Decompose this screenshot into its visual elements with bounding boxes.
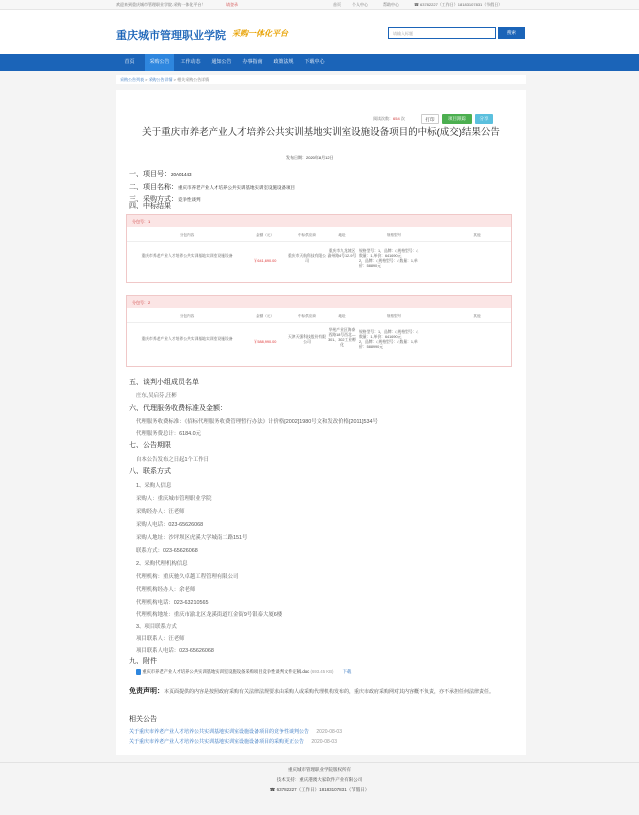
read-count: 阅读次数：654 次 (373, 116, 405, 121)
section-fee-title: 六、代理服务收费标准及金额： (129, 405, 227, 412)
contact-line: 采购经办人：汪老师 (136, 509, 185, 515)
nav-guide[interactable]: 办事指南 (242, 59, 263, 65)
contact-line: 采购人：重庆城市管理职业学院 (136, 496, 212, 502)
table-cell: 规格型号：1，品牌：/,规格型号：/,数量：1,单价：641690元 2，品牌：/,规格型号：/,数量：1,单价：58890元 (359, 249, 419, 268)
help-center-link[interactable]: 帮助中心 (383, 2, 399, 7)
package-label: 分包号：2 (127, 296, 511, 308)
print-button[interactable]: 打印 (421, 114, 439, 124)
fee-total: 代理服务费总计：6184.0元 (136, 431, 202, 437)
footer-copyright: 重庆城市管理职业学院版权所有 (288, 767, 351, 772)
section-project-no: 一、项目号：20A01443 (129, 171, 192, 178)
table-header: 规格型号 (386, 314, 402, 318)
contact-line: 采购人地址：沙坪坝区虎溪大学城南二路151号 (136, 535, 248, 541)
contact-line: 联系方式：023-65626068 (136, 548, 198, 554)
search-button[interactable]: 搜索 (498, 27, 525, 39)
phone-icon: ☎ (414, 2, 419, 7)
table-header: 其他 (473, 314, 481, 318)
contact-line: 代理机构经办人：余老师 (136, 587, 196, 593)
nav-work-news[interactable]: 工作动态 (180, 59, 201, 65)
fee-standard: 代理服务收费标准：《招标代理服务收费管理暂行办法》计价格[2002]1980号文和发改价格[2011]534号 (136, 419, 378, 425)
package-table (126, 295, 512, 367)
nav-policies[interactable]: 政策法规 (273, 59, 294, 65)
table-header: 中标供应商 (298, 314, 316, 318)
section-attachment-title: 九、附件 (129, 658, 157, 665)
project-tracking-button[interactable]: 项目跟踪 (442, 114, 472, 124)
section-result-title: 四、中标结果 (129, 203, 171, 210)
login-link[interactable]: 请登录 (226, 2, 238, 7)
package-label: 分包号：1 (127, 215, 511, 227)
related-date: 2020-08-03 (316, 729, 342, 735)
table-cell: 天津天强科技股份有限公司 (288, 335, 326, 344)
breadcrumb-current: 相关采购公告详情 (177, 77, 210, 82)
nav-notices[interactable]: 通知公告 (211, 59, 232, 65)
related-date: 2020-08-03 (311, 739, 337, 745)
disclaimer-label: 免责声明： (129, 688, 164, 695)
table-header: 规格型号 (386, 233, 402, 237)
notice-period: 自本公告发布之日起1个工作日 (136, 457, 210, 463)
platform-logo-text: 采购一体化平台 (232, 29, 288, 38)
contact-line: 项目联系人电话：023-65626068 (136, 648, 214, 654)
share-button[interactable]: 分享 (475, 114, 493, 124)
table-cell: 华苑产业区海泰西路18号西北—301、302工业孵化 (328, 328, 356, 347)
document-icon (136, 669, 141, 675)
package-table (126, 214, 512, 283)
nav-procurement-notices[interactable]: 采购公告 (145, 54, 174, 71)
table-cell: 重庆市养老产业人才培养公共实训基地实训室设施设备 (141, 337, 233, 341)
related-item (129, 738, 337, 745)
contact-line: 代理机构电话：023-63210565 (136, 600, 209, 606)
section-period-title: 七、公告期限 (129, 442, 171, 449)
top-bar (0, 0, 639, 10)
phone-icon: ☎ (269, 787, 277, 792)
school-logo-text[interactable]: 重庆城市管理职业学院 (116, 30, 226, 42)
personal-center-link[interactable]: 个人中心 (352, 2, 368, 7)
table-cell: 重庆市养老产业人才培养公共实训基地实训室设施设备 (141, 254, 233, 258)
table-cell: 重庆市天航科技有限公司 (288, 254, 326, 263)
contact-line: 项目联系人：汪老师 (136, 636, 185, 642)
attachment-size: (693.45 KB) (310, 669, 334, 675)
table-header: 地址 (338, 233, 346, 237)
table-header: 其他 (473, 233, 481, 237)
section-negotiation-title: 五、谈判小组成员名单 (129, 379, 199, 386)
breadcrumb-item[interactable]: 采购公告列表 (120, 77, 144, 82)
section-procurement-method: 三、采购方式：竞争性谈判 (129, 196, 201, 203)
contact-line: 1、采购人信息 (136, 483, 172, 489)
footer-phone: ☎ 63782227（工作日）18183107831（节假日） (269, 787, 370, 792)
contact-line: 2、采购代理机构信息 (136, 561, 188, 567)
table-cell: 重庆市九龙坡区渝州路4号12-9号 (327, 249, 357, 258)
negotiation-members: 庄东,吴启芬,汪彬 (136, 393, 177, 399)
footer (0, 762, 639, 815)
table-cell-amount: ￥588,990.00 (253, 340, 277, 344)
nav-home[interactable]: 首页 (124, 59, 135, 65)
disclaimer-text: 本页面提供的内容是按照政府采购有关法律法规要求由采购人或采购代理机构发布的，重庆市政府采购网对其内容概不负责，亦不承担任何法律责任。 (164, 689, 495, 695)
related-link[interactable]: 关于重庆市养老产业人才培养公共实训基地实训室设施设备项目的采购更正公告 (129, 739, 305, 745)
contact-line: 代理机构：重庆驰久卓越工程管理有限公司 (136, 574, 239, 580)
nav-downloads[interactable]: 下载中心 (304, 59, 325, 65)
welcome-text: 欢迎来到重庆城市管理职业学院-采购一体化平台！ (116, 2, 206, 7)
attachment-row (136, 669, 351, 675)
table-cell-amount: ￥641,690.00 (253, 259, 277, 263)
related-title: 相关公告 (129, 716, 157, 723)
section-project-name: 二、项目名称：重庆市养老产业人才培养公共实训基地实训室设施设备项目 (129, 184, 295, 191)
attachment-name[interactable]: 重庆市养老产业人才培养公共实训基地实训室设施设备采购项目竞争性谈判文件定稿.doc (142, 669, 310, 675)
download-link[interactable]: 下载 (342, 669, 352, 675)
related-link[interactable]: 关于重庆市养老产业人才培养公共实训基地实训室设施设备项目的竞争性谈判公告 (129, 729, 310, 735)
contact-line: 采购人电话：023-65626068 (136, 522, 204, 528)
header (0, 10, 639, 54)
footer-tech-support: 技术支持：重庆港澳大家软件产业有限公司 (276, 777, 363, 782)
home-link[interactable]: 首页 (333, 2, 341, 7)
section-contact-title: 八、联系方式 (129, 468, 171, 475)
table-header: 金额（元） (256, 314, 274, 318)
contact-line: 代理机构地址：重庆市渝北区龙溪街道红金街9号银泰大厦6楼 (136, 612, 283, 618)
table-header: 地址 (338, 314, 346, 318)
table-header: 分包内容 (179, 314, 195, 318)
table-header: 分包内容 (179, 233, 195, 237)
publish-date: 发布日期：2020年8月12日 (286, 155, 334, 160)
page-title: 关于重庆市养老产业人才培养公共实训基地实训室设施设备项目的中标(成交)结果公告 (142, 127, 500, 138)
topbar-phone: 63782227（工作日）18183107831（节假日） (420, 2, 503, 7)
table-header: 金额（元） (256, 233, 274, 237)
breadcrumb: 采购公告列表 > 采购公告详情 > 相关采购公告详情 (116, 75, 526, 84)
main-nav (0, 54, 639, 71)
breadcrumb-item[interactable]: 采购公告详情 (148, 77, 173, 82)
search-input[interactable]: 请输入标题 (388, 27, 496, 39)
table-header: 中标供应商 (298, 233, 316, 237)
table-cell: 规格型号：1，品牌：/,规格型号：/,数量：1,单价：641690元 2，品牌：/,规格型号：/,数量：1,单价：588990元 (359, 330, 419, 349)
contact-line: 3、项目联系方式 (136, 624, 177, 630)
disclaimer (129, 686, 512, 698)
related-item (129, 728, 342, 735)
